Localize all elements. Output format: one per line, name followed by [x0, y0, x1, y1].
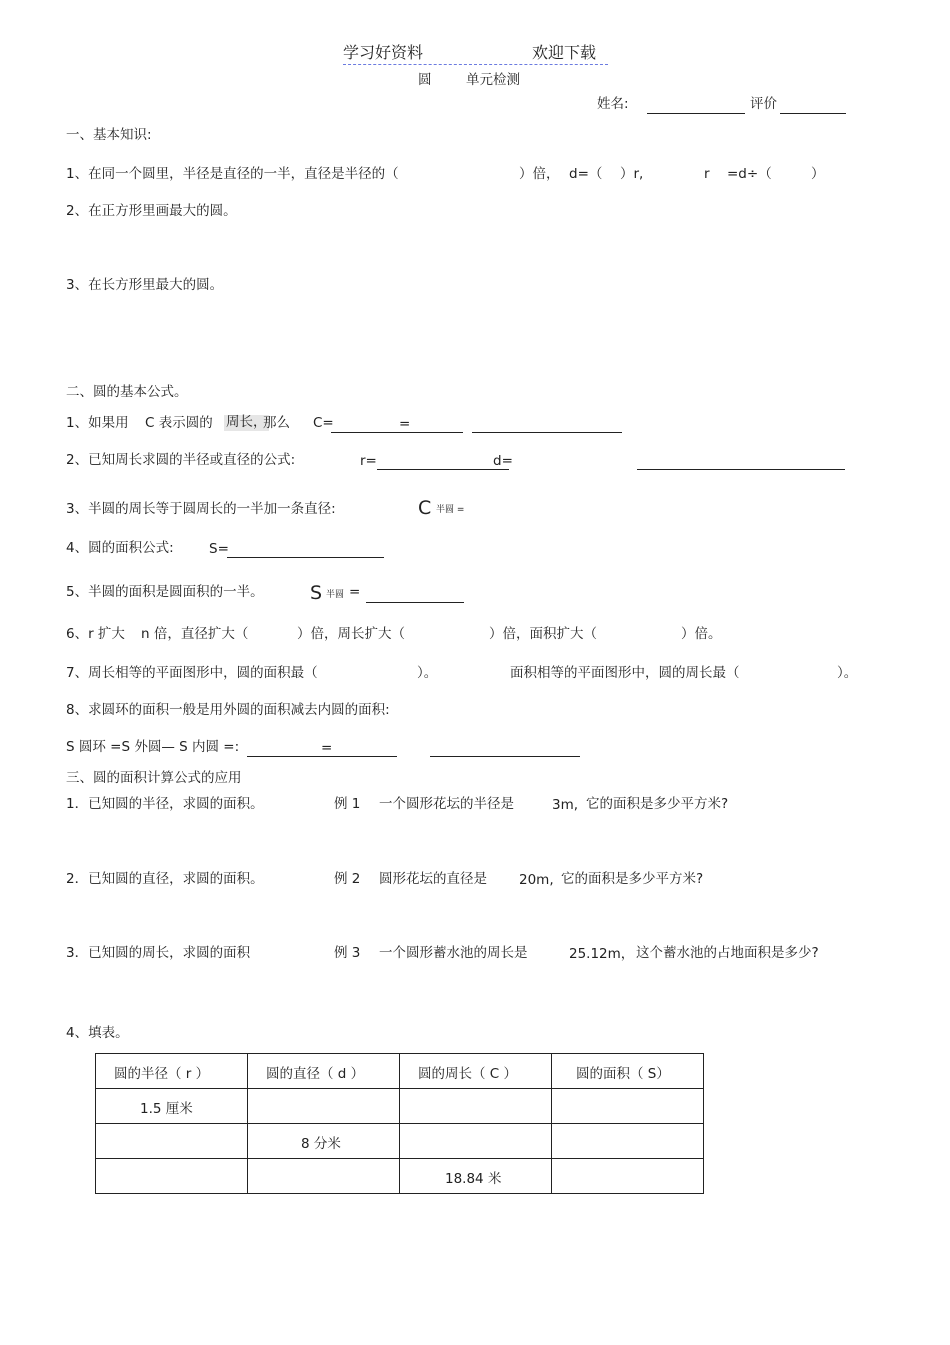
table-cell[interactable]: 1.5 厘米 — [96, 1089, 248, 1124]
table-cell[interactable] — [96, 1159, 248, 1194]
header-right: 欢迎下载 — [532, 43, 597, 62]
s2-q3-c: C — [418, 497, 432, 519]
section-3-title: 三、圆的面积计算公式的应用 — [66, 770, 242, 786]
s2-q5-a: 5、半圆的面积是圆面积的一半。 — [66, 584, 264, 600]
s1-q2: 2、在正方形里画最大的圆。 — [66, 203, 237, 219]
table-header-row — [96, 1054, 704, 1089]
s3-i3-a: 3．已知圆的周长，求圆的面积 — [66, 945, 251, 961]
table-cell[interactable] — [248, 1159, 400, 1194]
s2-q1-b: C 表示圆的 — [145, 415, 213, 431]
s1-q1-b: ）倍， — [519, 166, 560, 182]
s2-q1-highlight: 周长， — [226, 414, 267, 430]
table-cell[interactable] — [96, 1124, 248, 1159]
s2-q1-eq: = — [399, 416, 411, 432]
fill-in-table — [95, 1053, 704, 1194]
s2-q8-eq: = — [321, 740, 333, 756]
s2-q5-eq: = — [349, 584, 361, 600]
s2-q4-s: S= — [209, 541, 229, 557]
s2-q2-r: r= — [360, 453, 377, 469]
s2-q1-c: 那么 — [263, 415, 290, 431]
s3-i2-b: 圆形花坛的直径是 — [379, 871, 487, 887]
s1-q3: 3、在长方形里最大的圆。 — [66, 277, 224, 293]
s3-i2-ex: 例 2 — [334, 871, 361, 887]
s2-q5-s: S — [310, 582, 323, 604]
s3-i2-v: 20m, — [519, 872, 554, 888]
table-cell[interactable] — [400, 1089, 552, 1124]
s3-i1-v: 3m, — [552, 797, 579, 813]
s2-q6-b: n 倍，直径扩大（ — [141, 626, 249, 642]
name-label: 姓名: — [597, 96, 629, 112]
table-row — [96, 1159, 704, 1194]
table-cell[interactable]: 8 分米 — [248, 1124, 400, 1159]
table-row — [96, 1089, 704, 1124]
s2-q3-a: 3、半圆的周长等于圆周长的一半加一条直径: — [66, 501, 336, 517]
s2-q7-d: ）。 — [837, 665, 858, 681]
s1-q1-e: r — [704, 166, 710, 182]
score-field[interactable] — [780, 113, 846, 114]
s2-q1-a: 1、如果用 — [66, 415, 129, 431]
table-header-cell: 圆的半径（ r ） — [96, 1054, 248, 1089]
table-header-cell: 圆的直径（ d ） — [248, 1054, 400, 1089]
header-divider — [343, 64, 608, 65]
s2-q6-a: 6、r 扩大 — [66, 626, 125, 642]
subtitle-test: 单元检测 — [466, 72, 520, 88]
s2-q5-blank[interactable] — [366, 602, 464, 603]
s2-q8-blank-2[interactable] — [430, 756, 580, 757]
table-header-cell: 圆的面积（ S） — [552, 1054, 704, 1089]
s3-i4: 4、填表。 — [66, 1025, 129, 1041]
s3-i2-c: 它的面积是多少平方米? — [561, 871, 704, 887]
s3-i1-b: 一个圆形花坛的半径是 — [379, 796, 514, 812]
header-left: 学习好资料 — [343, 43, 424, 62]
s2-q2-r-blank[interactable] — [377, 469, 509, 470]
s2-q2-a: 2、已知周长求圆的半径或直径的公式: — [66, 452, 296, 468]
s3-i2-a: 2．已知圆的直径，求圆的面积。 — [66, 871, 264, 887]
s3-i3-b: 一个圆形蓄水池的周长是 — [379, 945, 528, 961]
s3-i1-a: 1．已知圆的半径，求圆的面积。 — [66, 796, 264, 812]
s2-q8: 8、求圆环的面积一般是用外圆的面积减去内圆的面积: — [66, 702, 390, 718]
table-cell[interactable] — [248, 1089, 400, 1124]
s2-q1-d: C= — [313, 415, 334, 431]
s2-q6-e: ）倍。 — [681, 626, 722, 642]
table-cell[interactable] — [552, 1089, 704, 1124]
s2-q8-formula: S 圆环 =S 外圆— S 内圆 =: — [66, 739, 240, 755]
s2-q3-sub: 半圆 = — [436, 505, 465, 515]
s3-i1-c: 它的面积是多少平方米? — [586, 796, 729, 812]
s3-i3-v: 25.12m， — [569, 946, 635, 962]
s1-q1-c: d=（ — [569, 166, 603, 182]
s2-q4-a: 4、圆的面积公式: — [66, 540, 174, 556]
s1-q1-f: =d÷（ — [727, 166, 772, 182]
table-row — [96, 1124, 704, 1159]
s2-q1-blank-2[interactable] — [472, 432, 622, 433]
s2-q5-sub: 半圆 — [326, 590, 345, 600]
s1-q1-d: ）r, — [620, 166, 644, 182]
s3-i1-ex: 例 1 — [334, 796, 361, 812]
s2-q4-blank[interactable] — [227, 557, 384, 558]
table-cell[interactable]: 18.84 米 — [400, 1159, 552, 1194]
s2-q6-d: ）倍，面积扩大（ — [489, 626, 597, 642]
s2-q6-c: ）倍，周长扩大（ — [297, 626, 405, 642]
subtitle-circle: 圆 — [418, 72, 432, 88]
s2-q1-blank-1[interactable] — [331, 432, 463, 433]
s2-q2-d: d= — [493, 453, 513, 469]
s2-q2-d-blank[interactable] — [637, 469, 845, 470]
table-cell[interactable] — [552, 1124, 704, 1159]
s3-i3-ex: 例 3 — [334, 945, 361, 961]
s2-q8-blank-1[interactable] — [247, 756, 397, 757]
section-2-title: 二、圆的基本公式。 — [66, 384, 188, 400]
s3-i3-c: 这个蓄水池的占地面积是多少? — [636, 945, 819, 961]
s1-q1-a: 1、在同一个圆里，半径是直径的一半，直径是半径的（ — [66, 166, 399, 182]
s2-q7-c: 面积相等的平面图形中，圆的周长最（ — [510, 665, 740, 681]
table-cell[interactable] — [400, 1124, 552, 1159]
table-cell[interactable] — [552, 1159, 704, 1194]
s2-q7-a: 7、周长相等的平面图形中，圆的面积最（ — [66, 665, 318, 681]
section-1-title: 一、基本知识: — [66, 127, 152, 143]
s1-q1-g: ） — [811, 166, 825, 182]
s2-q7-b: ）。 — [417, 665, 438, 681]
table-header-cell: 圆的周长（ C ） — [400, 1054, 552, 1089]
name-field[interactable] — [647, 113, 745, 114]
score-label: 评价 — [750, 96, 777, 112]
